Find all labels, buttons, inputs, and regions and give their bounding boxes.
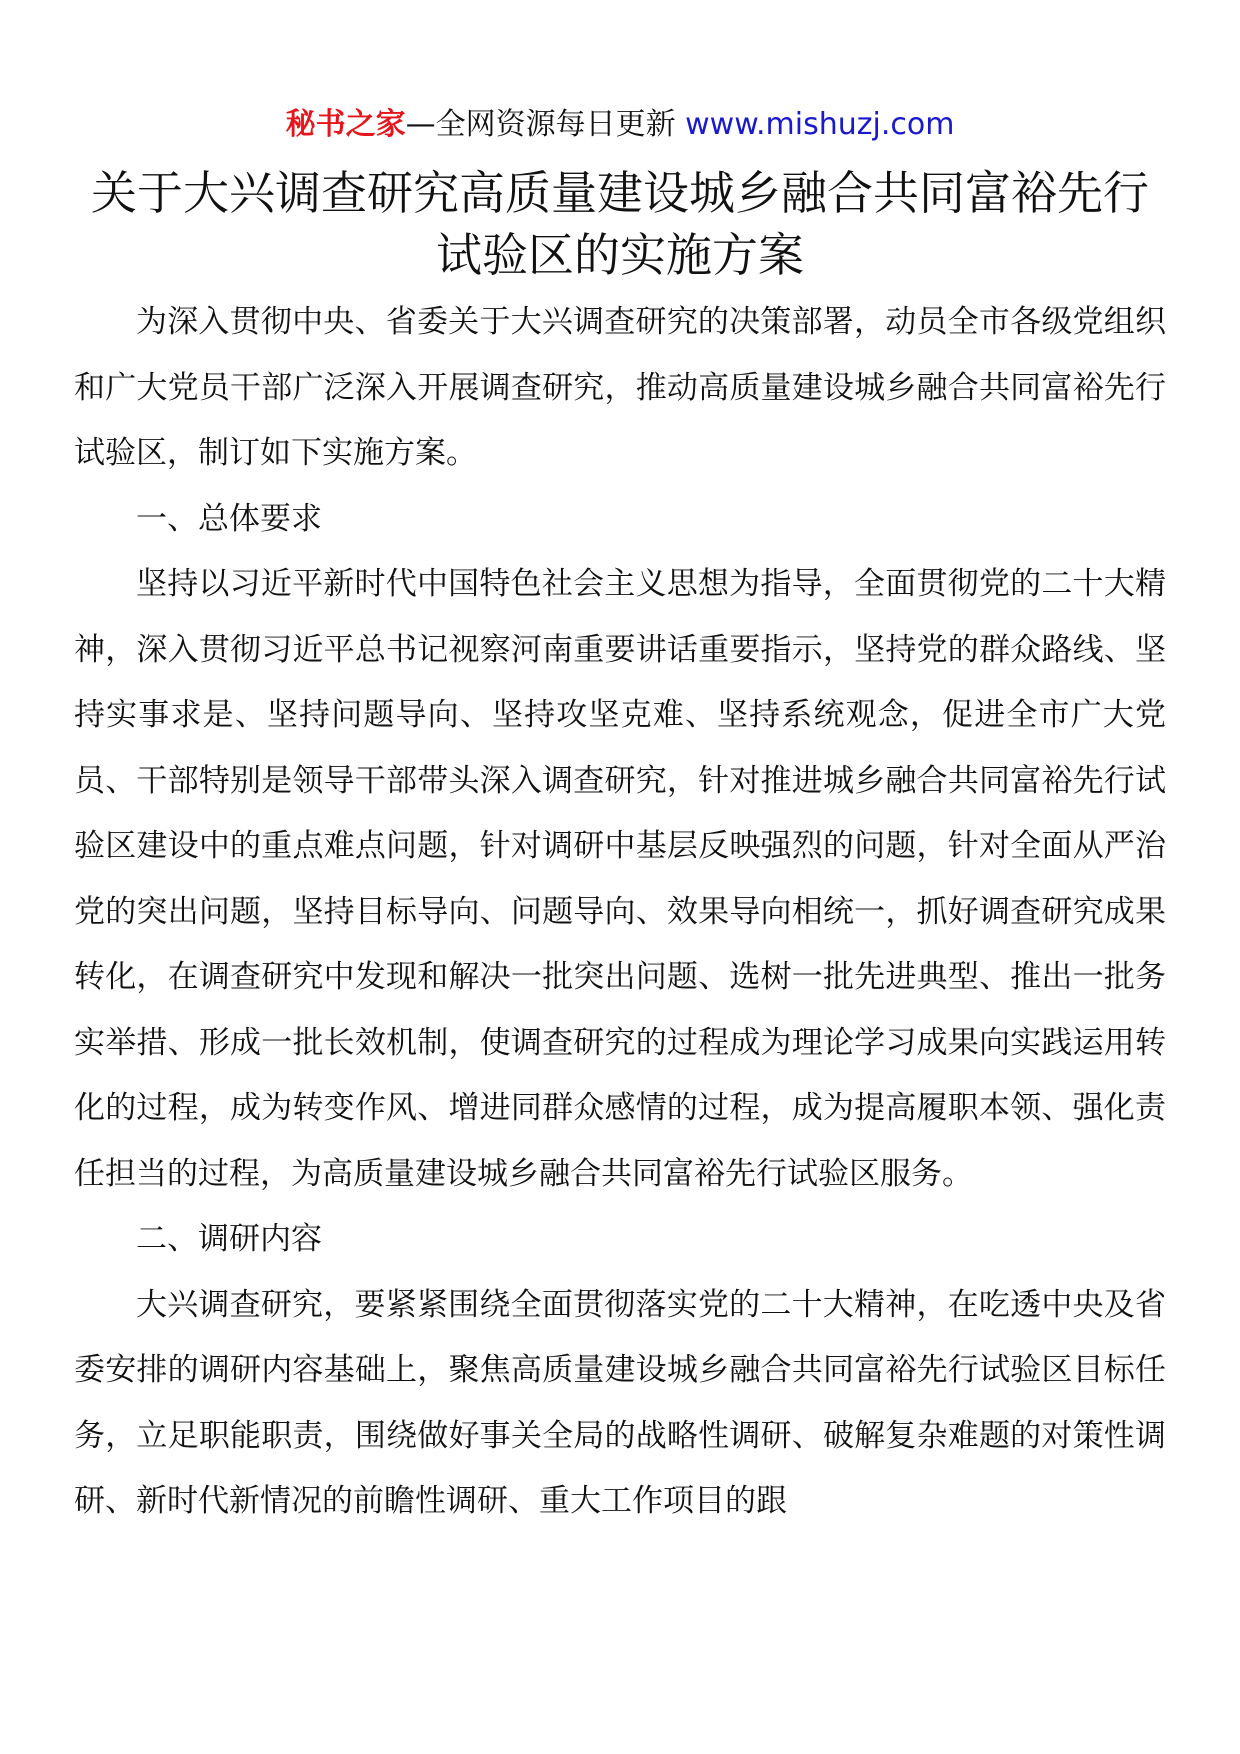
site-brand: 秘书之家 bbox=[285, 107, 406, 142]
document-body bbox=[74, 290, 1166, 1535]
document-title bbox=[60, 162, 1180, 286]
section-2-paragraph: 大兴调查研究，要紧紧围绕全面贯彻落实党的二十大精神，在吃透中央及省委安排的调研内容基础上，聚焦高质量建设城乡融合共同富裕先行试验区目标任务，立足职能职责，围绕做好事关全局的战略性调研、破解复杂难题的对策性调研、新时代新情况的前瞻性调研、重大工作项目的跟 bbox=[74, 1286, 1166, 1519]
document-title-line-1: 关于大兴调查研究高质量建设城乡融合共同富裕先行 bbox=[91, 166, 1149, 220]
site-header bbox=[0, 104, 1240, 146]
intro-paragraph: 为深入贯彻中央、省委关于大兴调查研究的决策部署，动员全市各级党组织和广大党员干部广泛深入开展调查研究，推动高质量建设城乡融合共同富裕先行试验区，制订如下实施方案。 bbox=[74, 304, 1166, 471]
site-tagline: —全网资源每日更新 bbox=[405, 107, 686, 142]
section-2-heading: 二、调研内容 bbox=[136, 1221, 322, 1257]
section-1-paragraph: 坚持以习近平新时代中国特色社会主义思想为指导，全面贯彻党的二十大精神，深入贯彻习近平总书记视察河南重要讲话重要指示，坚持党的群众路线、坚持实事求是、坚持问题导向、坚持攻坚克难、坚持系统观念，促进全市广大党员、干部特别是领导干部带头深入调查研究，针对推进城乡融合共同富裕先行试验区建设中的重点难点问题，针对调研中基层反映强烈的问题，针对全面从严治党的突出问题，坚持目标导向、问题导向、效果导向相统一，抓好调查研究成果转化，在调查研究中发现和解决一批突出问题、选树一批先进典型、推出一批务实举措、形成一批长效机制，使调查研究的过程成为理论学习成果向实践运用转化的过程，成为转变作风、增进同群众感情的过程，成为提高履职本领、强化责任担当的过程，为高质量建设城乡融合共同富裕先行试验区服务。 bbox=[74, 566, 1166, 1192]
section-1-heading: 一、总体要求 bbox=[136, 500, 322, 537]
site-url-link[interactable]: www.mishuzj.com bbox=[685, 107, 955, 142]
document-title-line-2: 试验区的实施方案 bbox=[436, 228, 804, 282]
